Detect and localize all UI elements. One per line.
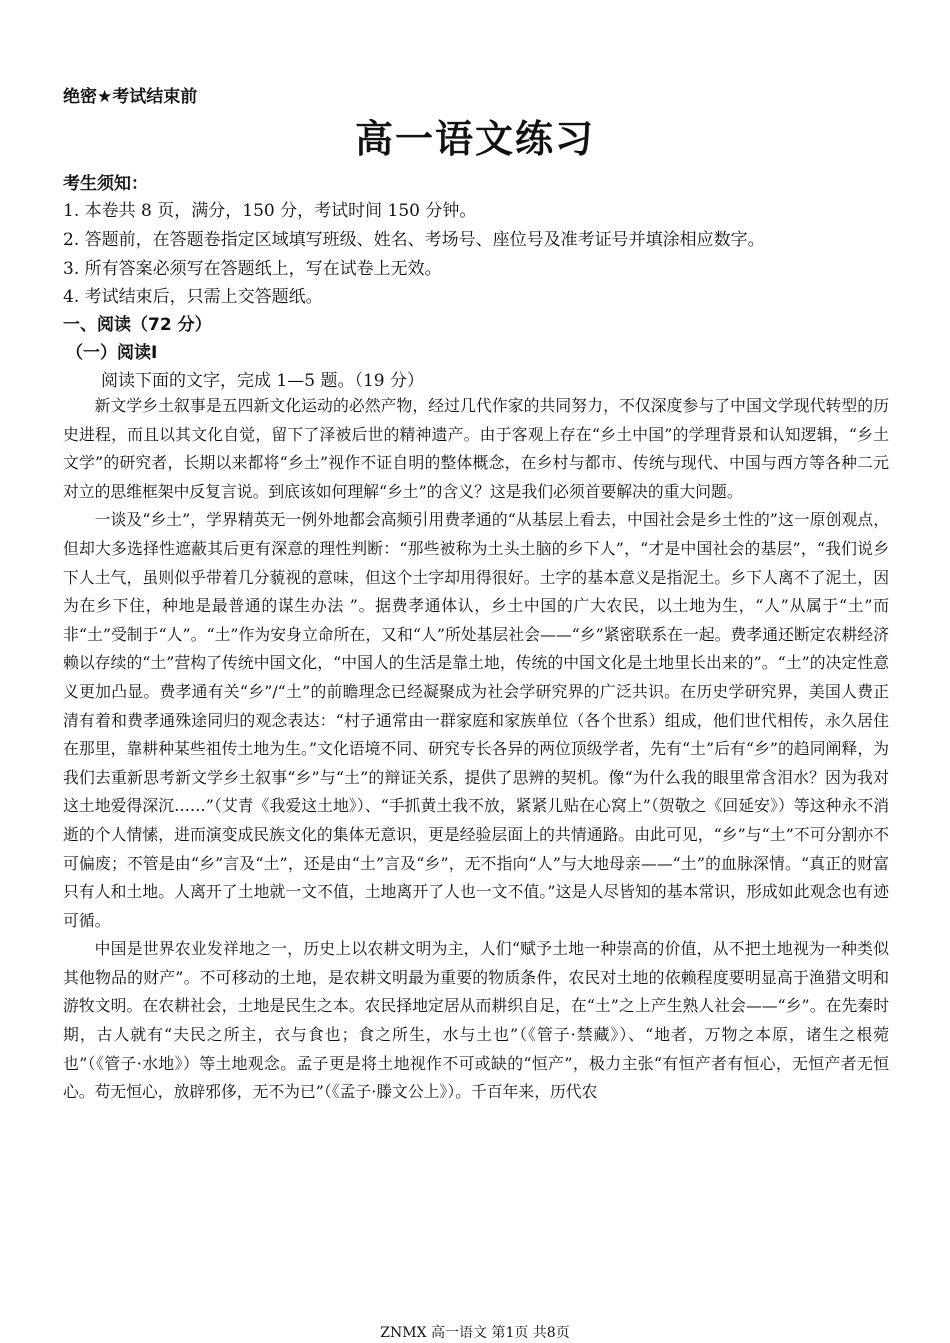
page-title: 高一语文练习: [354, 117, 595, 161]
passage-paragraph: 一谈及“乡土”，学界精英无一例外地都会高频引用费孝通的“从基层上看去，中国社会是乡土性的”这一原创观点，但却大多选择性遮蔽其后更有深意的理性判断：“那些被称为土头土脑的乡下人”，“才是中国社会的基层”，“我们说乡下人土气，虽则似乎带着几分藐视的意味，但这个土字却用得很好。土字的基本意义是指泥土。乡下人离不了泥土，因为在乡下住，种地是最普通的谋生办法 ”。据费孝通体认，乡土中国的广大农民，以土地为生，“人”从属于“土”而非“土”受制于“人”。“土”作为安身立命所在，又和“人”所处基层社会——“乡”紧密联系在一起。费孝通还断定农耕经济赖以存续的“土”营构了传统中国文化，“中国人的生活是靠土地，传统的中国文化是土地里长出来的”。“土”的决定性意义更加凸显。费孝通有关“乡”/“土”的前瞻理念已经凝聚成为社会学研究界的广泛共识。在历史学研究界，美国人费正清有着和费孝通殊途同归的观念表达：“村子通常由一群家庭和家族单位（各个世系）组成，他们世代相传，永久居住在那里，靠耕种某些祖传土地为生。”文化语境不同、研究专长各异的两位顶级学者，先有“土”后有“乡”的趋同阐释，为我们去重新思考新文学乡土叙事“乡”与“土”的辩证关系，提供了思辨的契机。像“为什么我的眼里常含泪水？因为我对这土地爱得深沉……”（艾青《我爱这土地》）、“手抓黄土我不放，紧紧儿贴在心窝上”（贺敬之《回延安》）等这种永不消逝的个人情愫，进而演变成民族文化的集体无意识，更是经验层面上的共情通路。由此可见，“乡”与“土”不可分割亦不可偏废；不管是由“乡”言及“土”，还是由“土”言及“乡”，无不指向“人”与大地母亲——“土”的血脉深情。“真正的财富只有人和土地。人离开了土地就一文不值，土地离开了人也一文不值。”这是人尽皆知的基本常识，形成如此观念也有迹可循。: [63, 510, 889, 930]
notice-item: 2. 答题前，在答题卷指定区域填写班级、姓名、考场号、座位号及准考证号并填涂相应数字。: [63, 230, 765, 250]
reading-instruction: 阅读下面的文字，完成 1—5 题。（19 分）: [101, 371, 424, 391]
notice-item: 4. 考试结束后，只需上交答题纸。: [63, 287, 323, 307]
confidential-label: 绝密★考试结束前: [63, 87, 198, 107]
page-footer: ZNMX 高一语文 第1页 共8页: [380, 1325, 570, 1341]
section-title: 一、阅读（72 分）: [63, 315, 212, 335]
notice-heading: 考生须知：: [63, 174, 148, 194]
passage-paragraph: 中国是世界农业发祥地之一，历史上以农耕文明为主，人们“赋予土地一种崇高的价值，从不把土地视为一种类似其他物品的财产”。不可移动的土地，是农耕文明最为重要的物质条件，农民对土地的依赖程度要明显高于渔猎文明和游牧文明。在农耕社会，土地是民生之本。农民择地定居从而耕织自足，在“土”之上产生熟人社会——“乡”。在先秦时期，古人就有“夫民之所主，衣与食也；食之所生，水与土也”（《管子·禁藏》）、“地者，万物之本原，诸生之根菀也”（《管子·水地》）等土地观念。孟子更是将土地视作不可或缺的“恒产”，极力主张“有恒产者有恒心，无恒产者无恒心。苟无恒心，放辟邪侈，无不为已”（《孟子·滕文公上》）。千百年来，历代农: [63, 939, 889, 1102]
subsection-title: （一）阅读Ⅰ: [66, 343, 158, 363]
notice-item: 3. 所有答案必须写在答题纸上，写在试卷上无效。: [63, 259, 442, 279]
passage-paragraph: 新文学乡土叙事是五四新文化运动的必然产物，经过几代作家的共同努力，不仅深度参与了中国文学现代转型的历史进程，而且以其文化自觉，留下了泽被后世的精神遗产。由于客观上存在“乡土中国”的学理背景和认知逻辑，“乡土文学”的研究者，长期以来都将“乡土”视作不证自明的整体概念，在乡村与都市、传统与现代、中国与西方等各种二元对立的思维框架中反复言说。到底该如何理解“乡土”的含义？这是我们必须首要解决的重大问题。: [63, 396, 889, 501]
reading-passage: [63, 392, 889, 1107]
notice-item: 1. 本卷共 8 页，满分，150 分，考试时间 150 分钟。: [63, 201, 477, 221]
